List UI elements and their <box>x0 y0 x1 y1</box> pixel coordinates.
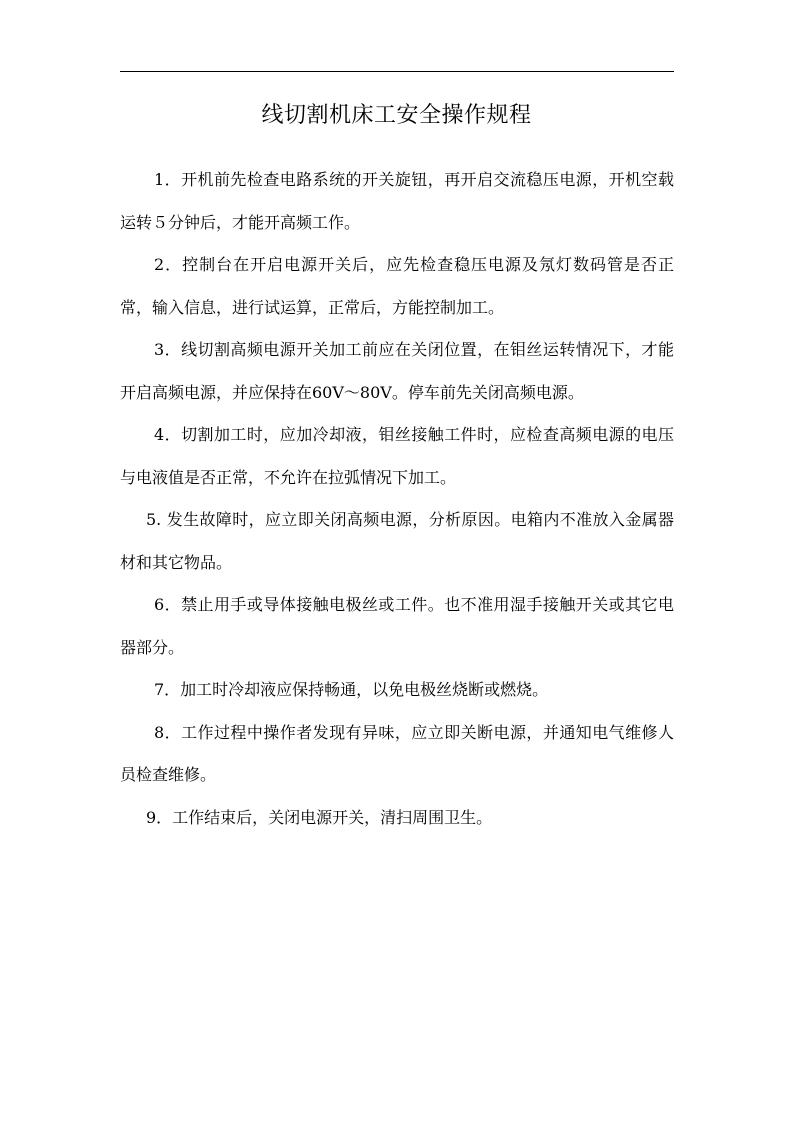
rule-item-7: 7．加工时冷却液应保持畅通，以免电极丝烧断或燃烧。 <box>154 680 549 699</box>
rule-item-5: 5. 发生故障时，应立即关闭高频电源，分析原因。电箱内不准放入金属器材和其它物品。 <box>120 510 674 572</box>
rule-item-4: 4．切割加工时，应加冷却液，钼丝接触工件时，应检查高频电源的电压与电液值是否正常，不允许在拉弧情况下加工。 <box>120 425 674 487</box>
rule-item-1: 1．开机前先检查电路系统的开关旋钮，再开启交流稳压电源，开机空载运转５分钟后，才能开高频工作。 <box>120 170 674 232</box>
document-title: 线切割机床工安全操作规程 <box>261 103 532 128</box>
rule-item-2: 2．控制台在开启电源开关后，应先检查稳压电源及氖灯数码管是否正常，输入信息，进行试运算，正常后，方能控制加工。 <box>120 255 674 317</box>
rule-item-9: 9．工作结束后，关闭电源开关，清扫周围卫生。 <box>146 807 493 827</box>
header-rule <box>120 71 674 72</box>
document-body <box>120 159 674 839</box>
rule-item-8: 8．工作过程中操作者发现有异味，应立即关断电源，并通知电气维修人员检查维修。 <box>120 722 674 784</box>
rule-item-3: 3．线切割高频电源开关加工前应在关闭位置，在钼丝运转情况下，才能开启高频电源，并应保持在60V～80V。停车前先关闭高频电源。 <box>120 340 674 402</box>
rule-item-6: 6．禁止用手或导体接触电极丝或工件。也不准用湿手接触开关或其它电器部分。 <box>120 595 674 657</box>
